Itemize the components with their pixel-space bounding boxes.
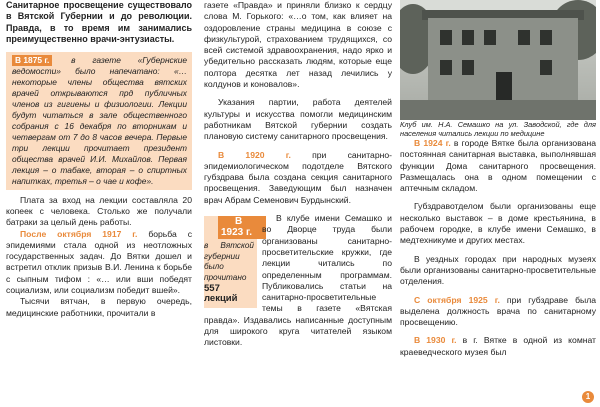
year-tag: В 1923 г. (218, 216, 266, 239)
paragraph-text: борьба с эпидемиями стала одной из неотложных государственных задач. До Вятки дошел и встретил отклик призыв В.И. Ленина к борьбе с сыпным тифом : «… или вши победят социализм, или социализм победит вшей». (6, 228, 192, 295)
club-photo (400, 0, 596, 120)
paragraph-text: В клубе имени Семашко и во Дворце труда были организованы санитарно-просветительские кружки, где лекции читались по определенным программам. Публиковались статьи на санитарно-просветительные темы в газете «Вятская правда». Издавались написанные доступным для широкого круга читателей языком листовки. (204, 213, 392, 348)
paragraph-text: в городе Вятке была организована постоянная санитарная выставка, выполнявшая функции Дома санитарного просвещения. Размещалась она в одном помещении с аптечным складом. (400, 138, 596, 194)
paragraph: Губздравотделом были организованы еще несколько выставок – в доме крестьянина, в рабочем городке, в клубе имени Семашко, в медтехникуме и других местах. (400, 201, 596, 246)
stat-unit: лекций (204, 293, 238, 305)
quote-text: в газете «Губернские ведомости» было напечатано: «… некоторые члены общества вятских врачей открываются прд публичных членов из гигиены и физиологии. Лекции будут читаться в зале общественного собрания с 16 декабря по вторникам и четвергам от 7 до 8 часов вечера. Первые три лекции прочитает президент общества врачей И.И. Михайлов. Первая лекция – о табаке, вторая – о спиртных напитках, третья – о чае и кофе». (12, 54, 188, 186)
stat-number: 557 (204, 282, 220, 294)
paragraph (6, 229, 192, 297)
paragraph (400, 295, 596, 329)
paragraph: Указания партии, работа деятелей культуры и искусства помогли медицинским работникам Вятской губернии создать плановую систему санитарного просвещения. (204, 97, 392, 142)
highlight-date: В 1924 г. (414, 138, 451, 148)
paragraph: В уездных городах при народных музеях были организованы санитарно-просветительные отделения. (400, 253, 596, 287)
paragraph-text: при санитарно-эпидемиологическом подотделе Вятского губздрава была создана секция санитарного просвещения. Заведующим был назначен врач Абрам Семенович Бурдынский. (204, 149, 392, 205)
column-middle (204, 0, 392, 349)
paragraph (400, 138, 596, 194)
paragraph: Плата за вход на лекции составляла 20 копеек с человека. Столько же получали батраки за целый день работы. (6, 194, 192, 228)
highlight-date: В 1920 г. (218, 149, 291, 160)
highlight-date: С октября 1925 г. (414, 294, 500, 305)
paragraph-text: при губздраве была выделена должность врача по санитарному просвещению. (400, 294, 597, 328)
column-left (6, 0, 192, 319)
stat-text: в Вятской губернии было прочитано (204, 241, 254, 283)
paragraph (400, 335, 596, 358)
lead-paragraph: Санитарное просвещение существовало в Вятской Губернии и до революции. Правда, в то время им занимались преимущественно врачи-энтузиасты. (6, 0, 192, 45)
paragraph: газете «Правда» и приняли близко к сердцу слова М. Горького: «…о том, как влияет на оздоровление страны медицина в союзе с физкультурой, страхованием трудящихся, со всей системой здравоохранения, надо ярко и убедительно рассказать людям, которые еще полтора десятка лет назад лечились у колдунов и коновалов». (204, 0, 392, 90)
page-number: 1 (582, 391, 594, 403)
paragraph: Тысячи вятчан, в первую очередь, медицинские работники, прочитали в (6, 296, 192, 318)
paragraph (204, 150, 392, 206)
paragraph-with-box (204, 213, 392, 349)
stat-box-1923 (204, 216, 257, 308)
highlight-date: В 1930 г. (414, 335, 457, 346)
quote-box-1875 (6, 52, 192, 190)
paragraph-text: в г. Вятке в одной из комнат краеведческого музея был (400, 335, 596, 357)
highlight-date: После октября 1917 г. (20, 228, 138, 239)
column-right (400, 0, 596, 358)
year-tag: В 1875 г. (12, 55, 52, 66)
photo-caption: Клуб им. Н.А. Семашко на ул. Заводской, где для населения читались лекции по медицине (400, 120, 596, 138)
